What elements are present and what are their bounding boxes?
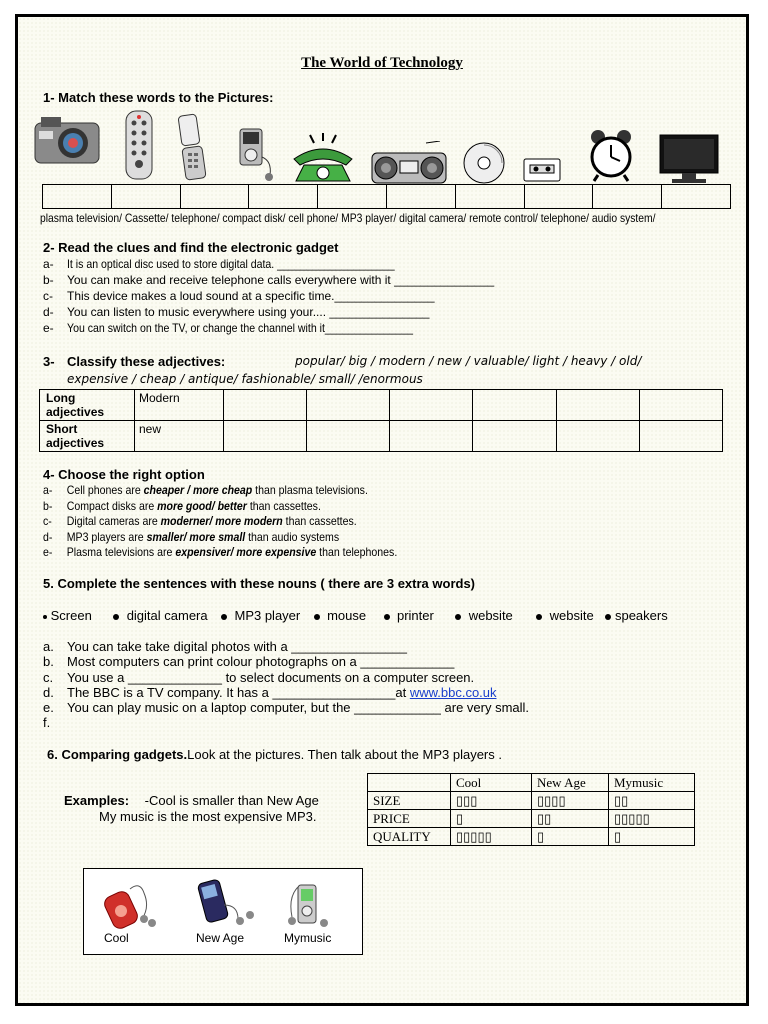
list-item: e- Plasma televisions are expensiver/ more expensive than telephones. xyxy=(43,545,398,559)
nouns-list: Screen digital camera MP3 player mouse printer website website speakers xyxy=(43,608,668,623)
plasma-tv-picture xyxy=(658,133,720,185)
list-item: b- You can make and receive telephone calls everywhere with it _______________ xyxy=(43,273,495,287)
section3-heading: Classify these adjectives: xyxy=(67,354,226,369)
page-title: The World of Technology xyxy=(301,55,463,71)
table-row xyxy=(368,810,695,828)
table-cell[interactable] xyxy=(639,421,722,452)
table-row xyxy=(368,828,695,846)
bullet-icon xyxy=(314,614,320,620)
example-2: My music is the most expensive MP3. xyxy=(99,809,317,824)
table-cell[interactable] xyxy=(224,421,307,452)
row-label: SIZE xyxy=(368,792,451,810)
table-header: Mymusic xyxy=(609,774,695,792)
answer-box[interactable] xyxy=(455,185,524,209)
table-cell[interactable] xyxy=(473,390,556,421)
section1-word-list: plasma television/ Cassette/ telephone/ compact disk/ cell phone/ MP3 player/ digital camera/ remote control/ telephone/ audio system/ xyxy=(40,211,656,225)
adjectives-line-2: expensive / cheap / antique/ fashionable/ small/ /enormous xyxy=(67,372,423,386)
list-item: a- It is an optical disc used to store digital data. ____________________ xyxy=(43,257,395,271)
answer-box[interactable] xyxy=(386,185,455,209)
section2-heading: 2- Read the clues and find the electronic gadget xyxy=(43,240,339,255)
section6-heading: 6. Comparing gadgets.Look at the pictures. Then talk about the MP3 players . xyxy=(47,747,502,762)
list-item: e. You can play music on a laptop computer, but the ____________ are very small. xyxy=(43,700,530,716)
row-label: PRICE xyxy=(368,810,451,828)
new-age-player-picture xyxy=(194,875,258,931)
row-label: QUALITY xyxy=(368,828,451,846)
answer-box[interactable] xyxy=(524,185,593,209)
camera-picture xyxy=(33,115,101,167)
section1-answer-row xyxy=(42,184,731,209)
list-item: d- You can listen to music everywhere using your.... _______________ xyxy=(43,305,430,319)
comparison-table xyxy=(367,773,695,846)
list-item: d. The BBC is a TV company. It has a _________________at www.bbc.co.uk xyxy=(43,684,497,700)
alarm-clock-picture xyxy=(588,127,634,183)
section3-number: 3- xyxy=(43,354,55,369)
bullet-icon xyxy=(113,614,119,620)
new-age-label: New Age xyxy=(196,931,245,945)
table-row xyxy=(368,792,695,810)
table-cell[interactable] xyxy=(390,421,473,452)
table-header: New Age xyxy=(532,774,609,792)
mymusic-label: Mymusic xyxy=(284,931,332,945)
list-item: e- You can switch on the TV, or change the channel with it_______________ xyxy=(43,321,414,335)
answer-box[interactable] xyxy=(662,185,731,209)
table-cell: ▯▯▯▯▯ xyxy=(609,810,695,828)
table-cell: ▯ xyxy=(532,828,609,846)
table-cell: ▯▯ xyxy=(532,810,609,828)
table-cell[interactable] xyxy=(307,390,390,421)
table-cell[interactable] xyxy=(224,390,307,421)
telephone-picture xyxy=(290,133,356,183)
bullet-icon xyxy=(43,615,47,619)
example-1: -Cool is smaller than New Age xyxy=(144,793,319,808)
adjectives-table xyxy=(39,389,723,452)
list-item: a. You can take take digital photos with a ________________ xyxy=(43,639,407,654)
section5-list xyxy=(43,639,529,731)
table-cell[interactable] xyxy=(307,421,390,452)
table-row xyxy=(40,390,723,421)
answer-box[interactable] xyxy=(111,185,180,209)
mp3-player-picture xyxy=(236,127,276,183)
list-item: b. Most computers can print colour photographs on a _____________ xyxy=(43,654,455,670)
table-cell: ▯ xyxy=(609,828,695,846)
table-cell: new xyxy=(135,421,224,452)
bullet-icon xyxy=(455,614,461,620)
answer-box[interactable] xyxy=(249,185,318,209)
section2-list xyxy=(43,256,494,336)
answer-box[interactable] xyxy=(180,185,249,209)
section4-list xyxy=(43,483,446,561)
table-header: Cool xyxy=(451,774,532,792)
list-item: f. xyxy=(43,715,51,731)
list-item: a- Cell phones are cheaper / more cheap than plasma televisions. xyxy=(43,483,368,497)
section4-heading: 4- Choose the right option xyxy=(43,467,205,482)
examples-block xyxy=(64,793,319,808)
compact-disk-picture xyxy=(462,141,506,185)
table-cell: ▯ xyxy=(451,810,532,828)
cool-player-picture xyxy=(102,879,162,931)
bullet-icon xyxy=(536,614,542,620)
remote-control-picture xyxy=(122,109,156,181)
list-item: b- Compact disks are more good/ better than cassettes. xyxy=(43,498,321,513)
table-cell: ▯▯ xyxy=(609,792,695,810)
cassette-picture xyxy=(522,157,562,183)
section5-heading: 5. Complete the sentences with these nouns ( there are 3 extra words) xyxy=(43,576,476,591)
table-cell[interactable] xyxy=(556,390,639,421)
table-cell xyxy=(368,774,451,792)
bullet-icon xyxy=(384,614,390,620)
answer-box[interactable] xyxy=(593,185,662,209)
list-item: c- This device makes a loud sound at a specific time._______________ xyxy=(43,289,435,303)
table-cell: Modern xyxy=(135,390,224,421)
mymusic-player-picture xyxy=(284,877,344,931)
cell-phone-picture xyxy=(174,113,210,181)
bbc-link[interactable]: www.bbc.co.uk xyxy=(409,684,497,700)
table-cell: ▯▯▯▯▯ xyxy=(451,828,532,846)
audio-system-picture xyxy=(370,141,448,185)
answer-box[interactable] xyxy=(43,185,112,209)
bullet-icon xyxy=(605,614,611,620)
list-item: d- MP3 players are smaller/ more small than audio systems xyxy=(43,529,340,544)
row-label-long: Long adjectives xyxy=(40,390,135,421)
adjectives-line-1: popular/ big / modern / new / valuable/ light / heavy / old/ xyxy=(295,354,642,368)
answer-box[interactable] xyxy=(318,185,387,209)
table-cell: ▯▯▯▯ xyxy=(532,792,609,810)
table-cell[interactable] xyxy=(473,421,556,452)
table-cell[interactable] xyxy=(556,421,639,452)
cool-label: Cool xyxy=(104,931,129,945)
list-item: c. You use a _____________ to select documents on a computer screen. xyxy=(43,669,475,685)
section1-heading: 1- Match these words to the Pictures: xyxy=(43,90,274,105)
table-row xyxy=(40,421,723,452)
table-cell: ▯▯▯ xyxy=(451,792,532,810)
worksheet-page xyxy=(15,14,749,1006)
examples-label: Examples: xyxy=(64,793,130,808)
table-row xyxy=(368,774,695,792)
table-cell[interactable] xyxy=(390,390,473,421)
mp3-players-picture xyxy=(83,868,363,955)
row-label-short: Short adjectives xyxy=(40,421,135,452)
table-cell[interactable] xyxy=(639,390,722,421)
bullet-icon xyxy=(221,614,227,620)
list-item: c- Digital cameras are moderner/ more modern than cassettes. xyxy=(43,514,357,528)
